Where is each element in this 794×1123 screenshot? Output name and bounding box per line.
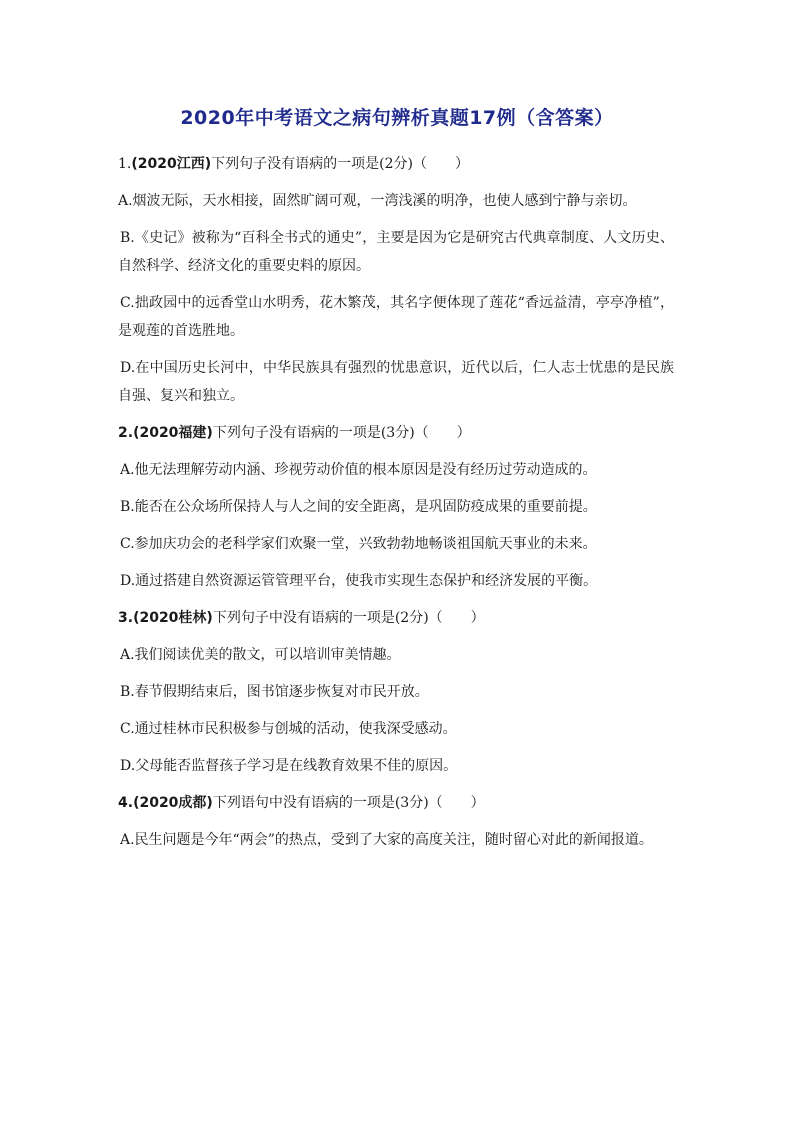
option-b: B.能否在公众场所保持人与人之间的安全距离，是巩固防疫成果的重要前提。 (120, 499, 597, 515)
question-prompt: 下列句子没有语病的一项是(3分)（ ） (212, 425, 471, 441)
question-source: (2020江西) (131, 156, 212, 172)
option-b: B.《史记》被称为“百科全书式的通史”，主要是因为它是研究古代典章制度、人文历史、自然科学、经济文化的重要史料的原因。 (118, 230, 674, 274)
option-a: A.烟波无际，天水相接，固然旷阔可观，一湾浅溪的明净，也使人感到宁静与亲切。 (118, 193, 637, 209)
question-source: (2020福建) (133, 425, 213, 441)
question-1 (118, 150, 674, 410)
question-header (118, 419, 674, 447)
question-number: 1. (118, 156, 132, 172)
document-title: 2020年中考语文之病句辨析真题17例（含答案） (180, 107, 614, 129)
option-d: D.在中国历史长河中，中华民族具有强烈的忧患意识，近代以后，仁人志士忧患的是民族自强、复兴和独立。 (118, 360, 674, 404)
question-3 (118, 604, 674, 780)
question-number: 3. (118, 610, 134, 626)
option-c: C.拙政园中的远香堂山水明秀，花木繁茂，其名字便体现了莲花“香远益清，亭亭净植”，是观莲的首选胜地。 (118, 295, 674, 339)
option-d: D.父母能否监督孩子学习是在线教育效果不佳的原因。 (120, 758, 458, 774)
question-number: 2. (118, 425, 134, 441)
question-header (118, 789, 674, 817)
question-4 (118, 789, 674, 854)
question-header (118, 150, 674, 178)
option-b: B.春节假期结束后，图书馆逐步恢复对市民开放。 (120, 684, 429, 700)
question-prompt: 下列句子中没有语病的一项是(2分)（ ） (212, 610, 485, 626)
option-d: D.通过搭建自然资源运管管理平台，使我市实现生态保护和经济发展的平衡。 (120, 573, 598, 589)
question-number: 4. (118, 795, 134, 811)
option-c: C.参加庆功会的老科学家们欢聚一堂，兴致勃勃地畅谈祖国航天事业的未来。 (120, 536, 597, 552)
question-prompt: 下列语句中没有语病的一项是(3分)（ ） (212, 795, 485, 811)
question-source: (2020桂林) (133, 610, 213, 626)
option-a: A.我们阅读优美的散文，可以培训审美情趣。 (120, 647, 401, 663)
question-list (118, 150, 674, 863)
question-prompt: 下列句子没有语病的一项是(2分)（ ） (211, 156, 469, 172)
option-c: C.通过桂林市民积极参与创城的活动，使我深受感动。 (120, 721, 457, 737)
option-a: A.他无法理解劳动内涵、珍视劳动价值的根本原因是没有经历过劳动造成的。 (120, 462, 597, 478)
question-2 (118, 419, 674, 595)
question-source: (2020成都) (133, 795, 213, 811)
option-a: A.民生问题是今年“两会”的热点，受到了大家的高度关注，随时留心对此的新闻报道。 (120, 832, 653, 848)
question-header (118, 604, 674, 632)
